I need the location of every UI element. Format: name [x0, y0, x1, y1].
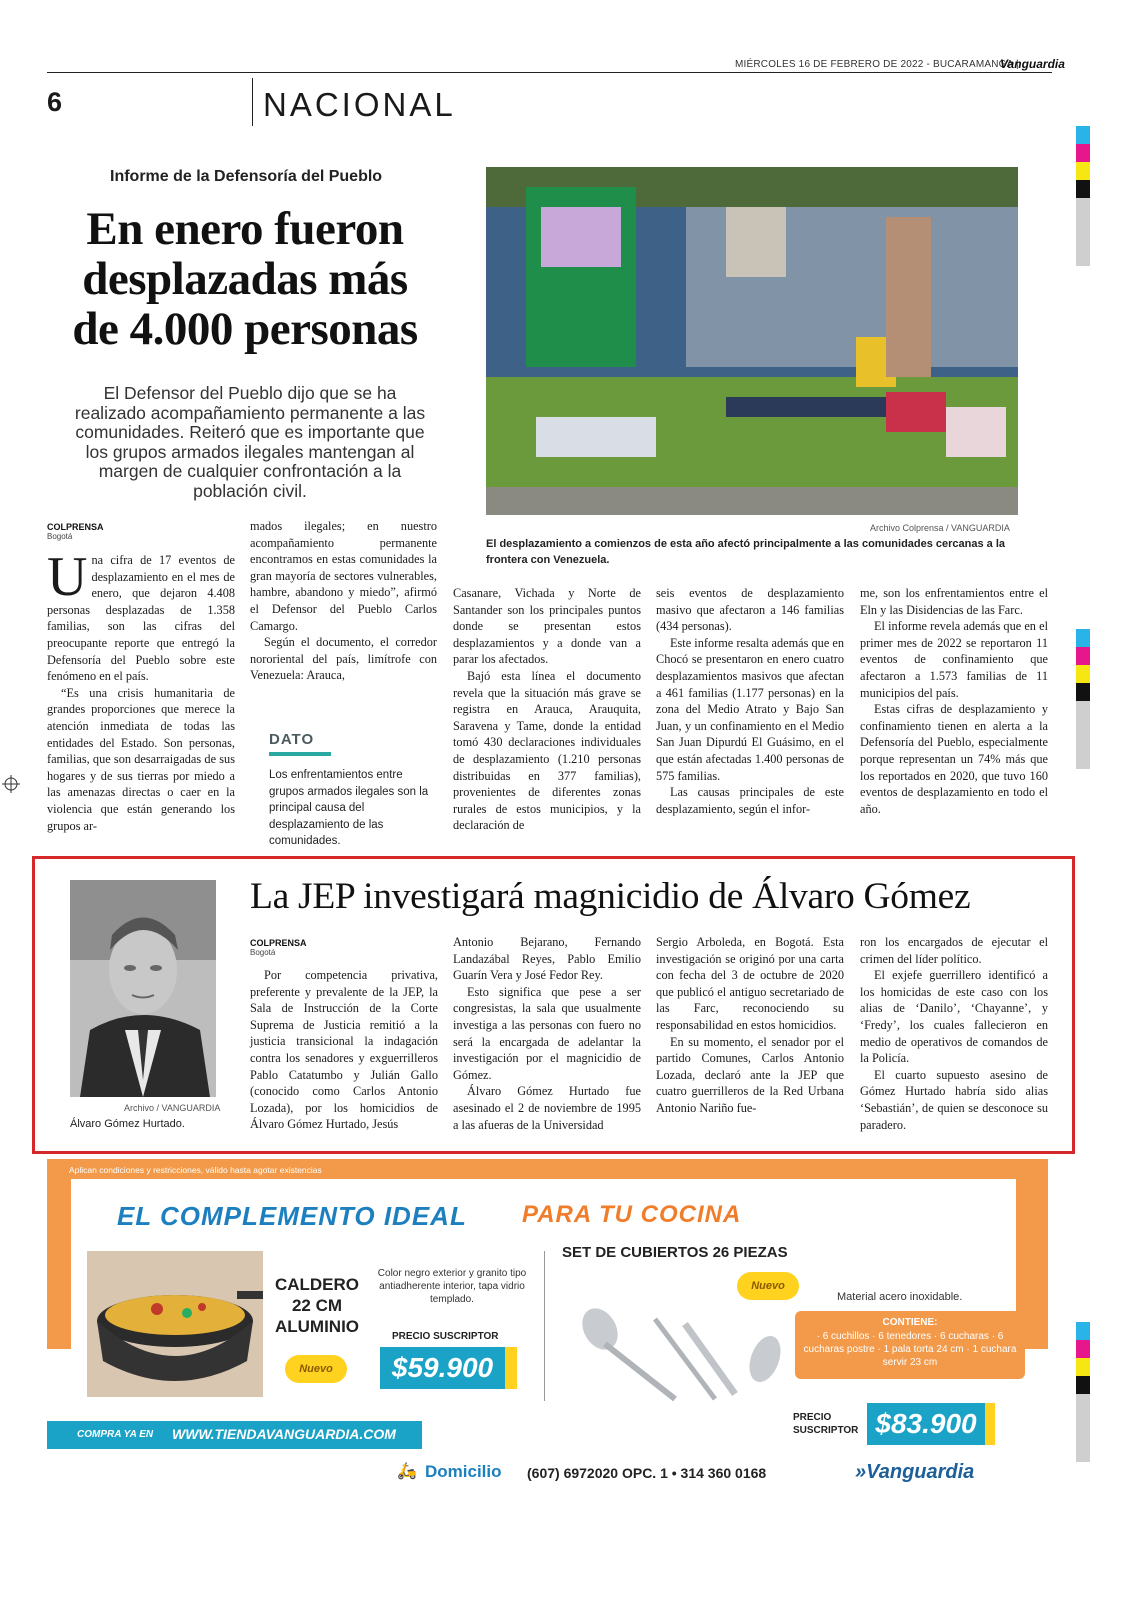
buy-label: COMPRA YA EN [77, 1429, 154, 1440]
cutlery-name: SET DE CUBIERTOS 26 PIEZAS [562, 1244, 788, 1261]
photo-credit: Archivo Colprensa / VANGUARDIA [870, 523, 1010, 533]
page-number: 6 [47, 87, 63, 117]
dato-accent-bar [269, 752, 331, 756]
chevrons-icon: » [855, 1461, 867, 1483]
article-column-2 [250, 518, 437, 684]
byline-agency: COLPRENSA [250, 938, 307, 948]
paragraph: Por competencia privativa, preferente y prevalente de la JEP, la Sala de Instrucción de la Corte Suprema de Justicia remitió a la justicia transicional la indagación contra los senadores y exguerrilleros Pablo Catatumbo y Julián Gallo (conocido como Carlos Antonio Lozada), por los homicidios de Álvaro Gómez Hurtado, Jesús [250, 968, 438, 1132]
byline-city: Bogotá [250, 948, 276, 957]
delivery-label: Domicilio [425, 1462, 502, 1481]
section-divider [252, 78, 253, 126]
paragraph: Esto significa que pese a ser congresistas, la sala que usualmente investiga a las personas con fuero no será la encargada de adelantar la investigación por el magnicidio de Gómez. [453, 984, 641, 1082]
registration-marks-3 [1076, 1322, 1090, 1462]
byline-agency: COLPRENSA [47, 522, 104, 532]
paragraph: El informe revela además que en el primer mes de 2022 se reportaron 11 eventos de confinamiento que afectaron a 1.573 familias de 11 municipios del país. [860, 619, 1048, 700]
contents-title: CONTIENE: [882, 1317, 938, 1328]
byline [47, 522, 104, 541]
paragraph: Sergio Arboleda, en Bogotá. Esta investigación se originó por una carta con fecha del 3 de octubre de 2020 que publicó el antiguo secretariado de las Farc, reconociendo su responsabilidad en estos homicidios. [656, 935, 844, 1032]
box-byline [250, 938, 307, 957]
pot-price-flag [505, 1347, 517, 1389]
paragraph: Las causas principales de este desplazamiento, según el infor- [656, 785, 844, 816]
footer-brand-text: Vanguardia [866, 1461, 975, 1483]
delivery-phones: (607) 6972020 OPC. 1 • 314 360 0168 [527, 1465, 767, 1481]
article-kicker: Informe de la Defensoría del Pueblo [110, 168, 383, 185]
article-deck: El Defensor del Pueblo dijo que se ha realizado acompañamiento permanente a las comunidades. Reiteró que es importante que los grupos armados ilegales mantengan al margen de cualquier confrontación a la población civil. [74, 383, 426, 501]
pot-price-label: PRECIO SUSCRIPTOR [392, 1331, 499, 1342]
top-rule [47, 72, 1052, 73]
buy-bar[interactable] [47, 1421, 422, 1449]
paragraph: ron los encargados de ejecutar el crimen del líder político. [860, 935, 1048, 966]
photo-caption: El desplazamiento a comienzos de esta año afectó principalmente a las comunidades cercanas a la frontera con Venezuela. [486, 538, 1006, 566]
paragraph: Este informe resalta además que en Chocó se presentaron en enero cuatro desplazamientos masivos que afectan a 461 familias (1.177 personas) en la zona del Medio Atrato y Bajo San Juan, y un confinamiento en el Medio San Juan Dipurdú El Guásimo, en el que están afectadas 1.400 personas de 575 familias. [656, 635, 844, 783]
dropcap: U [47, 546, 88, 608]
pot-description: Color negro exterior y granito tipo antiadherente interior, tapa vidrio templado. [377, 1268, 527, 1305]
dato-text: Los enfrentamientos entre grupos armados ilegales son la principal causa del desplazamiento de las comunidades. [269, 769, 429, 847]
registration-marks [1076, 126, 1090, 266]
cutlery-price-flag [985, 1403, 995, 1445]
store-logo-sub: Vanguardia [869, 1235, 945, 1251]
box-column-1 [250, 967, 438, 1133]
box-column-2 [453, 934, 641, 1133]
box-headline: La JEP investigará magnicidio de Álvaro Gómez [250, 876, 971, 917]
paragraph: Bajó esta línea el documento revela que la situación más grave se registra en Arauca, Arauquita, Saravena y Tame, donde la entidad tomó 430 declaraciones individuales de desplazamiento (1.210 personas distribuidas en 377 familias), provenientes de diferentes zonas rurales de estos municipios, y la declaración de [453, 668, 641, 833]
ad-disclaimer: Aplican condiciones y restricciones, válido hasta agotar existencias [69, 1165, 322, 1175]
cutlery-material: Material acero inoxidable. [837, 1291, 963, 1303]
cutlery-image [565, 1299, 795, 1409]
portrait-credit: Archivo / VANGUARDIA [124, 1103, 221, 1113]
registration-marks-2 [1076, 629, 1090, 769]
paragraph: me, son los enfrentamientos entre el Eln y las Disidencias de las Farc. [860, 586, 1048, 617]
section-title: NACIONAL [263, 86, 456, 123]
paragraph: Antonio Bejarano, Fernando Landazábal Reyes, Pablo Emilio Guarín Vera y José Fedor Rey. [453, 935, 641, 983]
byline-city: Bogotá [47, 532, 73, 541]
delivery-icon: 🛵 [397, 1463, 417, 1480]
pot-image [87, 1251, 263, 1397]
paragraph: Casanare, Vichada y Norte de Santander son los principales puntos donde se presentan estos desplazamientos y a donde van a parar los afectados. [453, 586, 641, 667]
footer-brand [855, 1461, 974, 1484]
ad-divider [544, 1251, 545, 1401]
cutlery-price: $83.900 [867, 1403, 985, 1445]
portrait-photo [70, 880, 216, 1097]
article-headline: En enero fueron desplazadas más de 4.000 personas [72, 203, 418, 355]
pot-name: CALDERO 22 CM ALUMINIO [274, 1275, 360, 1336]
paragraph: Según el documento, el corredor nororiental del país, limítrofe con Venezuela: Arauca, [250, 635, 437, 683]
crosshair-icon [2, 775, 20, 793]
article-column-1 [47, 546, 235, 834]
paragraph: na cifra de 17 eventos de desplazamiento en el mes de enero, que dejaron 4.408 personas desplazadas de 1.358 familias, son las cifras del preocupante reporte que entregó la Defensoría del Pueblo sobre este fenómeno en el país. [47, 553, 235, 684]
pot-price: $59.900 [380, 1347, 505, 1389]
new-badge: Nuevo [285, 1355, 347, 1383]
paragraph: En su momento, el senador por el partido Comunes, Carlos Antonio Lozada, declaró ante la JEP que cuatro guerrilleros de la Red Urbana Antonio Nariño fue- [656, 1034, 844, 1115]
dato-title: DATO [269, 731, 315, 748]
paragraph: “Es una crisis humanitaria de grandes proporciones que merece la atención inmediata de todas las entidades del Estado. Son personas, familias, que son desarraigadas de sus hogares y de sus tierras por miedo a las amenazas directas o caer en la violencia que están generando los grupos ar- [47, 685, 235, 833]
box-column-3 [656, 934, 844, 1117]
paragraph: El cuarto supuesto asesino de Gómez Hurtado habría sido alias ‘Sebastián’, de quien se desconoce su paradero. [860, 1067, 1048, 1132]
store-logo: Tienda [847, 1197, 969, 1239]
article-column-3 [453, 585, 641, 834]
new-badge: Nuevo [737, 1272, 799, 1300]
contents-box [795, 1311, 1025, 1379]
ad-title-b: PARA TU COCINA [522, 1201, 742, 1228]
article-column-5 [860, 585, 1048, 817]
article-column-4 [656, 585, 844, 817]
cutlery-price-label: PRECIO SUSCRIPTOR [793, 1412, 859, 1436]
portrait-caption: Álvaro Gómez Hurtado. [70, 1118, 185, 1130]
paragraph: Estas cifras de desplazamiento y confinamiento tienen en alerta a la Defensoría del Pueblo, especialmente porque representan un 74% más que los reportados en 2020, que tuvo 160 eventos de desplazamiento en todo el año. [860, 702, 1048, 816]
contents-list: · 6 cuchillos · 6 tenedores · 6 cucharas · 6 cucharas postre · 1 pala torta 24 cm · 1 cuchara servir 23 cm [803, 1331, 1017, 1368]
paragraph: Álvaro Gómez Hurtado fue asesinado el 2 de noviembre de 1995 a las afueras de la Universidad [453, 1084, 641, 1132]
article-photo [486, 167, 1018, 515]
paragraph: mados ilegales; en nuestro acompañamiento permanente encontramos en estas comunidades la gran mayoría de sectores vulnerables, hambre, abandono y miedo”, afirmó el Defensor del Pueblo Carlos Camargo. [250, 519, 437, 633]
paragraph: seis eventos de desplazamiento masivo que afectaron a 146 familias (434 personas). [656, 586, 844, 634]
brand-logo-small: Vanguardia [1000, 57, 1065, 71]
date-line: MIÉRCOLES 16 DE FEBRERO DE 2022 - BUCARAMANGA | [735, 59, 1019, 70]
ad-title-a: EL COMPLEMENTO IDEAL [117, 1201, 467, 1231]
paragraph: El exjefe guerrillero identificó a los homicidas de este caso con los alias de ‘Danilo’, ‘Chayanne’, y ‘Fredy’, los cuales fallecieron en medio de operativos de comandos de la Policía. [860, 968, 1048, 1066]
advertisement[interactable] [47, 1159, 1048, 1509]
store-url-link[interactable]: WWW.TIENDAVANGUARDIA.COM [172, 1426, 396, 1442]
box-column-4 [860, 934, 1048, 1133]
